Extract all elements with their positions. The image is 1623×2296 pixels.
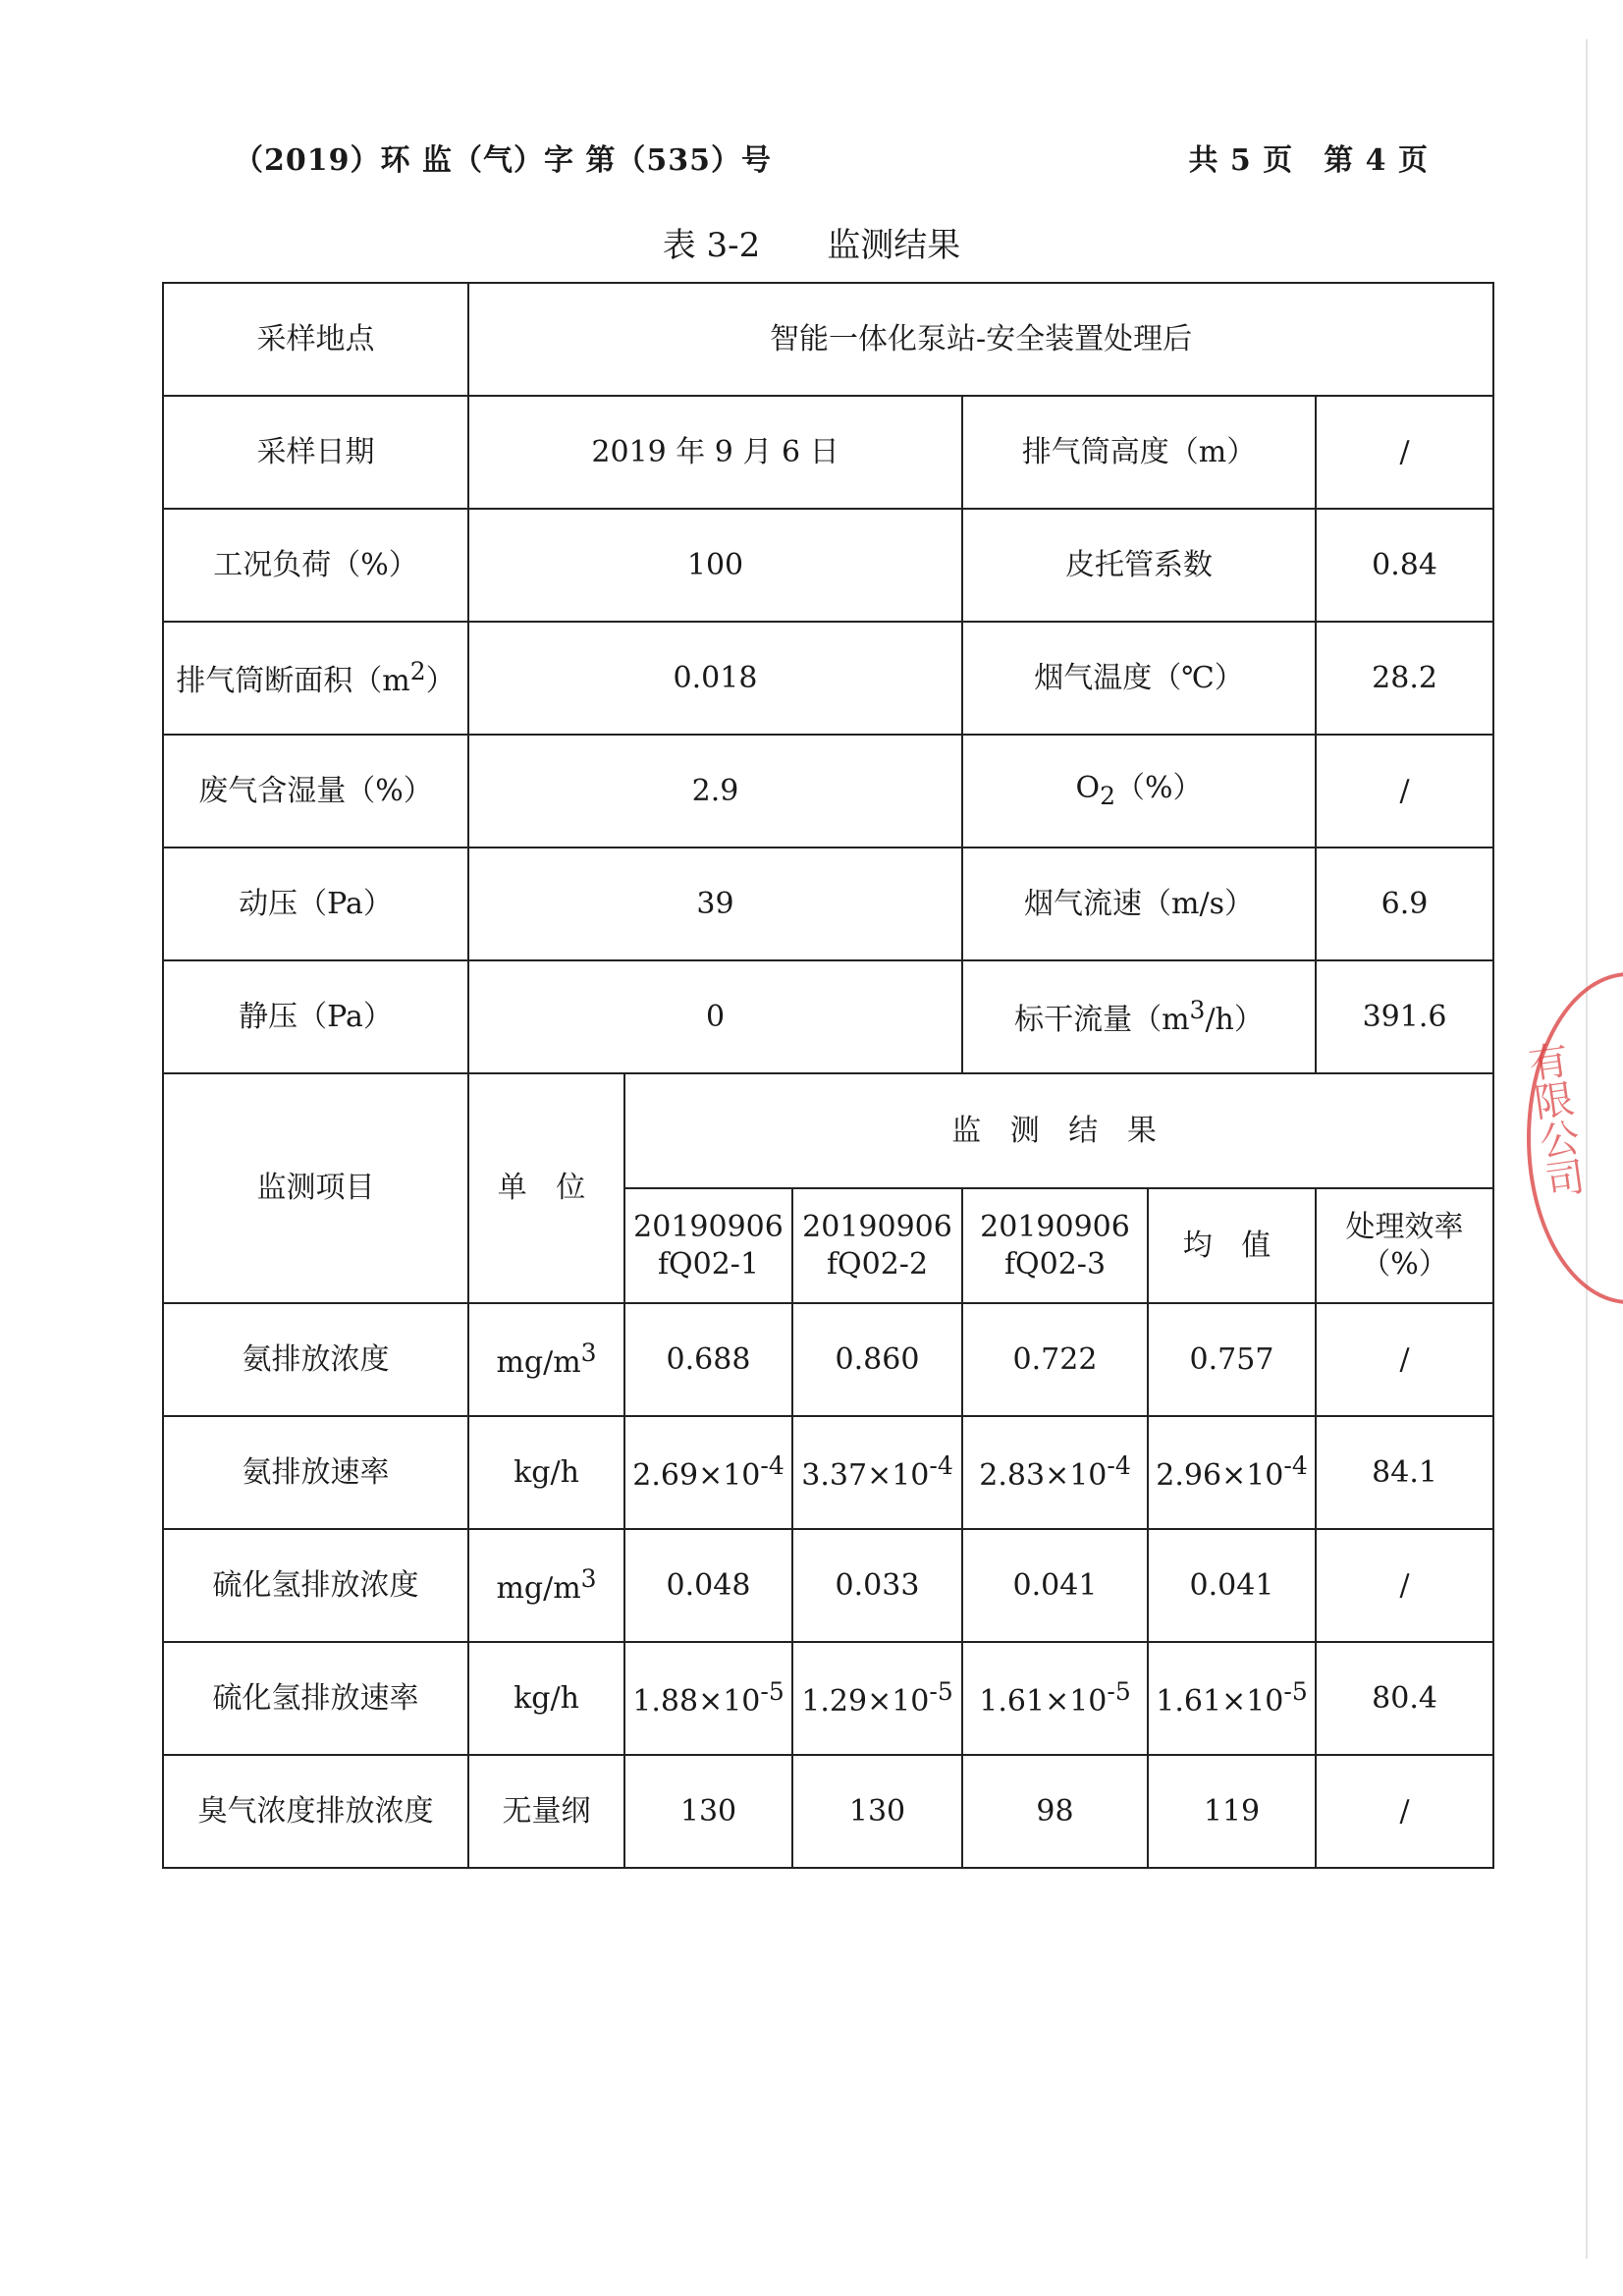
velocity-value: 6.9 — [1316, 847, 1493, 960]
pitot-label: 皮托管系数 — [962, 509, 1316, 622]
row-load — [163, 509, 1493, 622]
value-cell: 0.033 — [792, 1529, 962, 1642]
static-label: 静压（Pa） — [163, 960, 468, 1073]
flow-label — [962, 960, 1316, 1073]
value-cell: 130 — [624, 1755, 792, 1868]
monitoring-results-table — [162, 282, 1494, 1869]
table-row — [163, 1416, 1493, 1529]
unit-base: mg/m — [496, 1345, 581, 1381]
o2-label-text: O — [1075, 771, 1101, 806]
page-info: 共 5 页 第 4 页 — [1188, 143, 1429, 178]
efficiency-cell: / — [1316, 1529, 1493, 1642]
dyn-value: 39 — [468, 847, 962, 960]
row-sampling-date — [163, 396, 1493, 509]
efficiency-cell: 84.1 — [1316, 1416, 1493, 1529]
table-row — [163, 1642, 1493, 1755]
exponent: -5 — [929, 1677, 953, 1707]
value-cell: 0.688 — [624, 1303, 792, 1416]
mantissa: 2.83×10 — [979, 1458, 1108, 1494]
mantissa: 3.37×10 — [801, 1458, 930, 1494]
item-cell: 硫化氢排放速率 — [163, 1642, 468, 1755]
row-dynamic-pressure — [163, 847, 1493, 960]
average-cell: 0.041 — [1148, 1529, 1316, 1642]
company-seal-text: 有限公司 — [1520, 1038, 1587, 1201]
table-row — [163, 1755, 1493, 1868]
document-number: （2019）环 监（气）字 第（535）号 — [234, 143, 773, 178]
temp-value: 28.2 — [1316, 622, 1493, 735]
flow-label-sup: 3 — [1189, 996, 1206, 1025]
value-cell — [624, 1416, 792, 1529]
sample1-code: fQ02-1 — [657, 1246, 760, 1282]
value-cell: 0.048 — [624, 1529, 792, 1642]
table-row — [163, 1303, 1493, 1416]
average-cell — [1148, 1642, 1316, 1755]
exponent: -4 — [760, 1451, 784, 1481]
value-cell — [962, 1416, 1148, 1529]
unit-base: mg/m — [496, 1571, 581, 1607]
value-cell: 130 — [792, 1755, 962, 1868]
sample3-header — [962, 1188, 1148, 1303]
sample2-date: 20190906 — [802, 1210, 952, 1244]
exponent: -5 — [1107, 1677, 1131, 1707]
average-header: 均 值 — [1148, 1188, 1316, 1303]
average-cell: 119 — [1148, 1755, 1316, 1868]
mantissa: 1.61×10 — [979, 1684, 1108, 1720]
date-value: 2019 年 9 月 6 日 — [468, 396, 962, 509]
mantissa: 2.69×10 — [632, 1458, 761, 1494]
value-cell: 0.722 — [962, 1303, 1148, 1416]
exponent: -4 — [1107, 1451, 1131, 1481]
area-value: 0.018 — [468, 622, 962, 735]
area-label-text: 排气筒断面积（m — [176, 664, 410, 699]
efficiency-cell: / — [1316, 1303, 1493, 1416]
unit-sup: 3 — [580, 1339, 597, 1368]
mantissa: 2.96×10 — [1156, 1458, 1284, 1494]
value-cell — [624, 1642, 792, 1755]
pitot-value: 0.84 — [1316, 509, 1493, 622]
efficiency-cell: / — [1316, 1755, 1493, 1868]
exponent: -4 — [929, 1451, 953, 1481]
row-sampling-site — [163, 283, 1493, 396]
area-label-close: ） — [425, 664, 456, 699]
exponent: -4 — [1283, 1451, 1308, 1481]
flow-label-unit: /h） — [1205, 1003, 1264, 1038]
unit-sup: 3 — [580, 1564, 597, 1594]
site-value: 智能一体化泵站-安全装置处理后 — [468, 283, 1493, 396]
value-cell: 0.860 — [792, 1303, 962, 1416]
unit-cell: kg/h — [468, 1642, 624, 1755]
stack-height-label: 排气筒高度（m） — [962, 396, 1316, 509]
value-cell: 0.041 — [962, 1529, 1148, 1642]
exponent: -5 — [760, 1677, 784, 1707]
item-cell: 硫化氢排放浓度 — [163, 1529, 468, 1642]
mantissa: 1.88×10 — [632, 1684, 761, 1720]
mantissa: 1.29×10 — [801, 1684, 930, 1720]
average-cell — [1148, 1416, 1316, 1529]
mantissa: 1.61×10 — [1156, 1684, 1284, 1720]
flow-value: 391.6 — [1316, 960, 1493, 1073]
row-static-pressure — [163, 960, 1493, 1073]
sample1-date: 20190906 — [633, 1210, 784, 1244]
temp-label: 烟气温度（℃） — [962, 622, 1316, 735]
item-cell: 氨排放速率 — [163, 1416, 468, 1529]
sample3-date: 20190906 — [980, 1210, 1130, 1244]
item-cell: 氨排放浓度 — [163, 1303, 468, 1416]
value-cell — [792, 1642, 962, 1755]
unit-cell: kg/h — [468, 1416, 624, 1529]
item-cell: 臭气浓度排放浓度 — [163, 1755, 468, 1868]
row-moisture — [163, 735, 1493, 847]
efficiency-unit: （%） — [1361, 1246, 1448, 1282]
unit-cell — [468, 1529, 624, 1642]
o2-label-sub: 2 — [1100, 782, 1115, 811]
value-cell: 98 — [962, 1755, 1148, 1868]
exponent: -5 — [1283, 1677, 1308, 1707]
item-header: 监测项目 — [163, 1073, 468, 1303]
o2-value: / — [1316, 735, 1493, 847]
stack-height-value: / — [1316, 396, 1493, 509]
sample2-code: fQ02-2 — [826, 1246, 929, 1282]
static-value: 0 — [468, 960, 962, 1073]
sample3-code: fQ02-3 — [1003, 1246, 1107, 1282]
average-cell: 0.757 — [1148, 1303, 1316, 1416]
load-label: 工况负荷（%） — [163, 509, 468, 622]
velocity-label: 烟气流速（m/s） — [962, 847, 1316, 960]
efficiency-title: 处理效率 — [1345, 1210, 1464, 1244]
o2-label-unit: （%） — [1115, 771, 1203, 806]
results-group-header: 监 测 结 果 — [624, 1073, 1493, 1188]
row-area — [163, 622, 1493, 735]
unit-cell: 无量纲 — [468, 1755, 624, 1868]
results-header-row — [163, 1073, 1493, 1188]
value-cell — [962, 1642, 1148, 1755]
site-label: 采样地点 — [163, 283, 468, 396]
moisture-label: 废气含湿量（%） — [163, 735, 468, 847]
unit-cell — [468, 1303, 624, 1416]
sample1-header — [624, 1188, 792, 1303]
sample2-header — [792, 1188, 962, 1303]
moisture-value: 2.9 — [468, 735, 962, 847]
area-label — [163, 622, 468, 735]
efficiency-cell: 80.4 — [1316, 1642, 1493, 1755]
date-label: 采样日期 — [163, 396, 468, 509]
flow-label-text: 标干流量（m — [1014, 1003, 1190, 1038]
area-label-sup: 2 — [409, 657, 426, 686]
efficiency-header — [1316, 1188, 1493, 1303]
value-cell — [792, 1416, 962, 1529]
table-title: 表 3-2 监测结果 — [662, 226, 961, 265]
unit-header: 单 位 — [468, 1073, 624, 1303]
o2-label — [962, 735, 1316, 847]
load-value: 100 — [468, 509, 962, 622]
table-row — [163, 1529, 1493, 1642]
dyn-label: 动压（Pa） — [163, 847, 468, 960]
